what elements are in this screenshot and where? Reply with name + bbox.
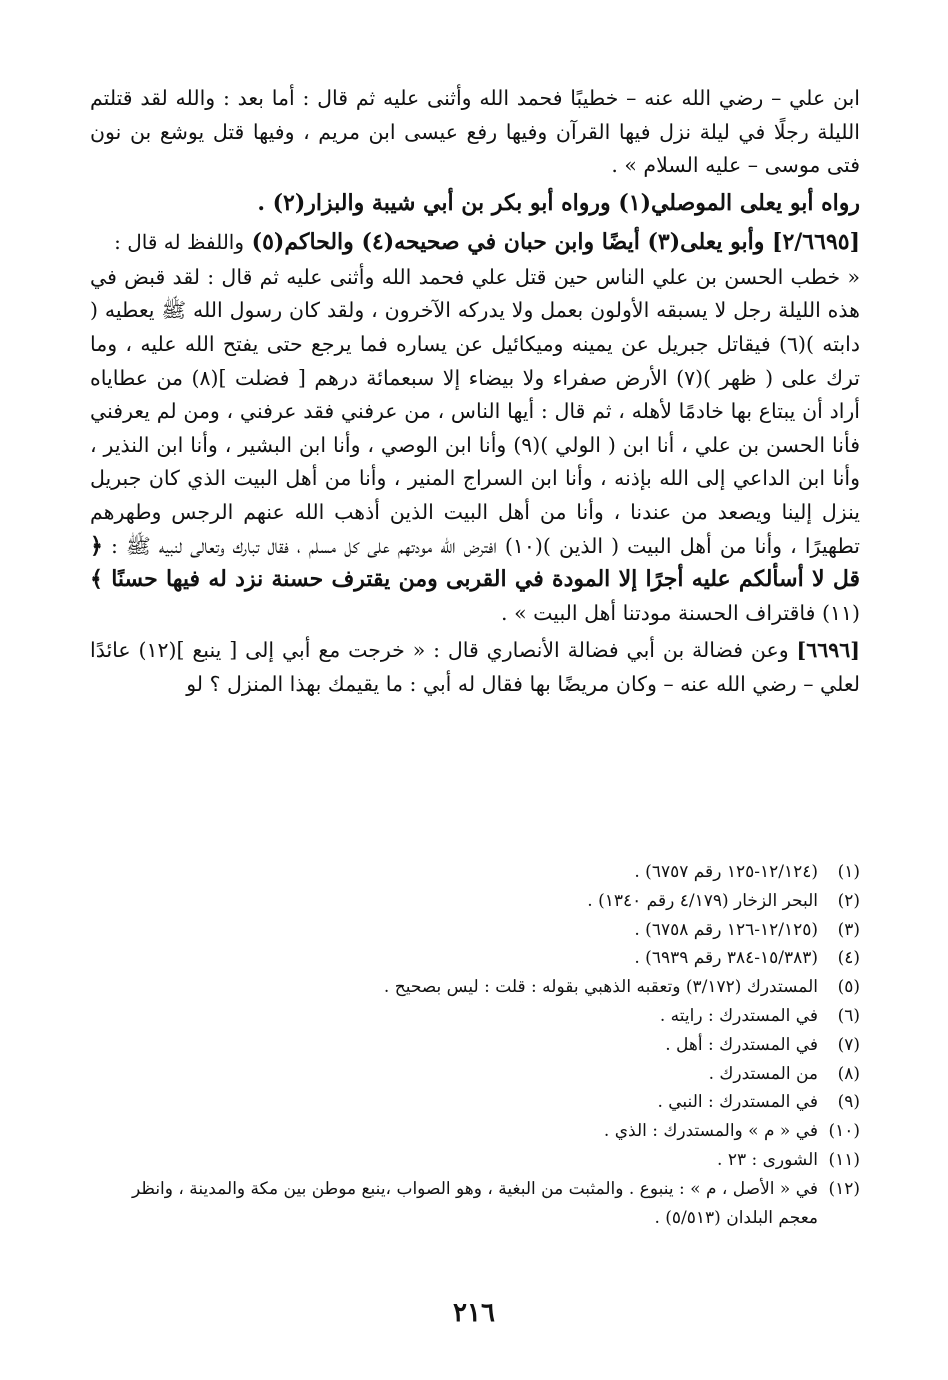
footnote [90,1088,860,1117]
footnote-text: المستدرك (٣/١٧٢) وتعقبه الذهبي بقوله : قلت : ليس بصحيح . [383,977,818,998]
footnote-text: في « م » والمستدرك : الذي . [603,1121,818,1142]
footnote-text: (١٥/٣٨٣-٣٨٤ رقم ٦٩٣٩) . [634,948,818,969]
hadith-6695-body: « خطب الحسن بن علي الناس حين قتل علي فحمد الله وأثنى عليه ثم قال : لقد قبض في هذه الليلة رجل لا يسبقه الأولون بعمل ولا يدركه الآخرون ، ولقد كان رسول الله ﷺ يعطيه ( دابته )(٦) فيقاتل جبريل عن يمينه وميكائيل عن يساره فما يرجع حتى يفتح الله عليه ، وما ترك على ( ظهر )(٧) الأرض صفراء ولا بيضاء إلا سبعمائة درهم [ فضلت ](٨) من عطاياه أراد أن يبتاع بها خادمًا لأهله ، ثم قال : أيها الناس ، من عرفني فقد عرفني ، ومن لم يعرفني فأنا الحسن بن علي ، أنا ابن ( الولي )(٩) وأنا ابن الوصي ، وأنا ابن البشير ، وأنا ابن النذير ، وأنا ابن الداعي إلى الله بإذنه ، وأنا ابن السراج المنير ، وأنا من أهل البيت الذي كان جبريل ينزل إلينا ويصعد من عندنا ، وأنا من أهل البيت الذين أذهب الله عنهم الرجس وطهرهم تطهيرًا ، وأنا من أهل البيت ( الذين )(١٠) افترض الله مودتهم على كل مسلم ، فقال تبارك وتعالى لنبيه ﷺ : [90,264,861,558]
footnote-number: (١) [837,862,860,882]
footnote [90,944,860,973]
footnote-number: (١٢) [828,1178,860,1199]
footnote-number: (٣) [837,919,860,940]
footnote [90,973,860,1002]
footnote-text: البحر الزخار (٤/١٧٩ رقم ١٣٤٠) . [587,890,818,911]
footnote-number: (٥) [837,977,860,998]
hadith-6695-lead: واللفظ له قال : [114,229,244,254]
page-number: ٢١٦ [453,1298,495,1328]
hadith-6695-ending: (١١) فاقتراف الحسنة مودتنا أهل البيت » . [501,600,860,625]
footnote-number: (٢) [837,890,860,911]
footnote-text: في المستدرك : أهل . [665,1034,818,1055]
footnote [90,1175,860,1233]
hadith-6695-sources: [٢/٦٦٩٥] وأبو يعلى(٣) أيضًا وابن حبان في صحيحه(٤) والحاكم(٥) [251,228,860,255]
footnote-number: (١١) [828,1149,860,1170]
footnote-text: في المستدرك : النبي . [657,1092,818,1113]
footnote [90,1060,860,1089]
footnote-number: (١٠) [828,1121,860,1142]
footnotes [90,858,860,1232]
footnote [90,916,860,945]
footnote-number: (٦) [837,1005,860,1026]
footnote-number: (٧) [837,1034,860,1055]
footnote-number: (٤) [837,948,860,969]
footnote [90,1031,860,1060]
footnote-text: من المستدرك . [708,1063,818,1084]
footnote-number: (٨) [837,1063,860,1084]
hadith-6695-text [90,261,860,631]
page-body [90,82,860,702]
footnote-number: (٩) [837,1092,860,1113]
hadith-6695-heading [90,223,860,261]
hadith-6696-number: [٦٦٩٦] [796,638,860,663]
footnote-text: (١٢/١٢٤-١٢٥ رقم ٦٧٥٧) . [634,862,818,882]
footnote [90,1002,860,1031]
footnote-text: في « الأصل ، م » : ينبوع . والمثبت من البغية ، وهو الصواب ،ينبع موطن بين مكة والمدينة ، وانظر معجم البلدان (٥/٥١٣) . [132,1178,818,1228]
footnote [90,887,860,916]
footnote-text: في المستدرك : رايته . [659,1005,818,1026]
quran-verse: ﴿ قل لا أسألكم عليه أجرًا إلا المودة في القربى ومن يقترف حسنة نزد له فيها حسنًا ﴾ [90,532,860,593]
paragraph-1: ابن علي – رضي الله عنه – خطيبًا فحمد الله وأثنى عليه ثم قال : أما بعد : والله لقد قتلتم الليلة رجلًا في ليلة نزل فيها القرآن وفيها رفع عيسى ابن مريم ، وفيها قتل يوشع بن نون فتى موسى – عليه السلام » . [90,86,860,178]
hadith-6696-text [90,634,860,701]
hadith-6696-body: وعن فضالة بن أبي فضالة الأنصاري قال : « خرجت مع أبي إلى [ ينبع ](١٢) عائدًا لعلي – رضي الله عنه – وكان مريضًا بها فقال له أبي : ما يقيمك بهذا المنزل ؟ لو [90,638,860,696]
footnote [90,1146,860,1175]
footnote [90,858,860,887]
footnote-text: (١٢/١٢٥-١٢٦ رقم ٦٧٥٨) . [634,919,818,940]
footnote [90,1117,860,1146]
footnote-text: الشورى : ٢٣ . [717,1149,818,1170]
source-line: رواه أبو يعلى الموصلي(١) ورواه أبو بكر بن أبي شيبة والبزار(٢) . [257,189,860,216]
